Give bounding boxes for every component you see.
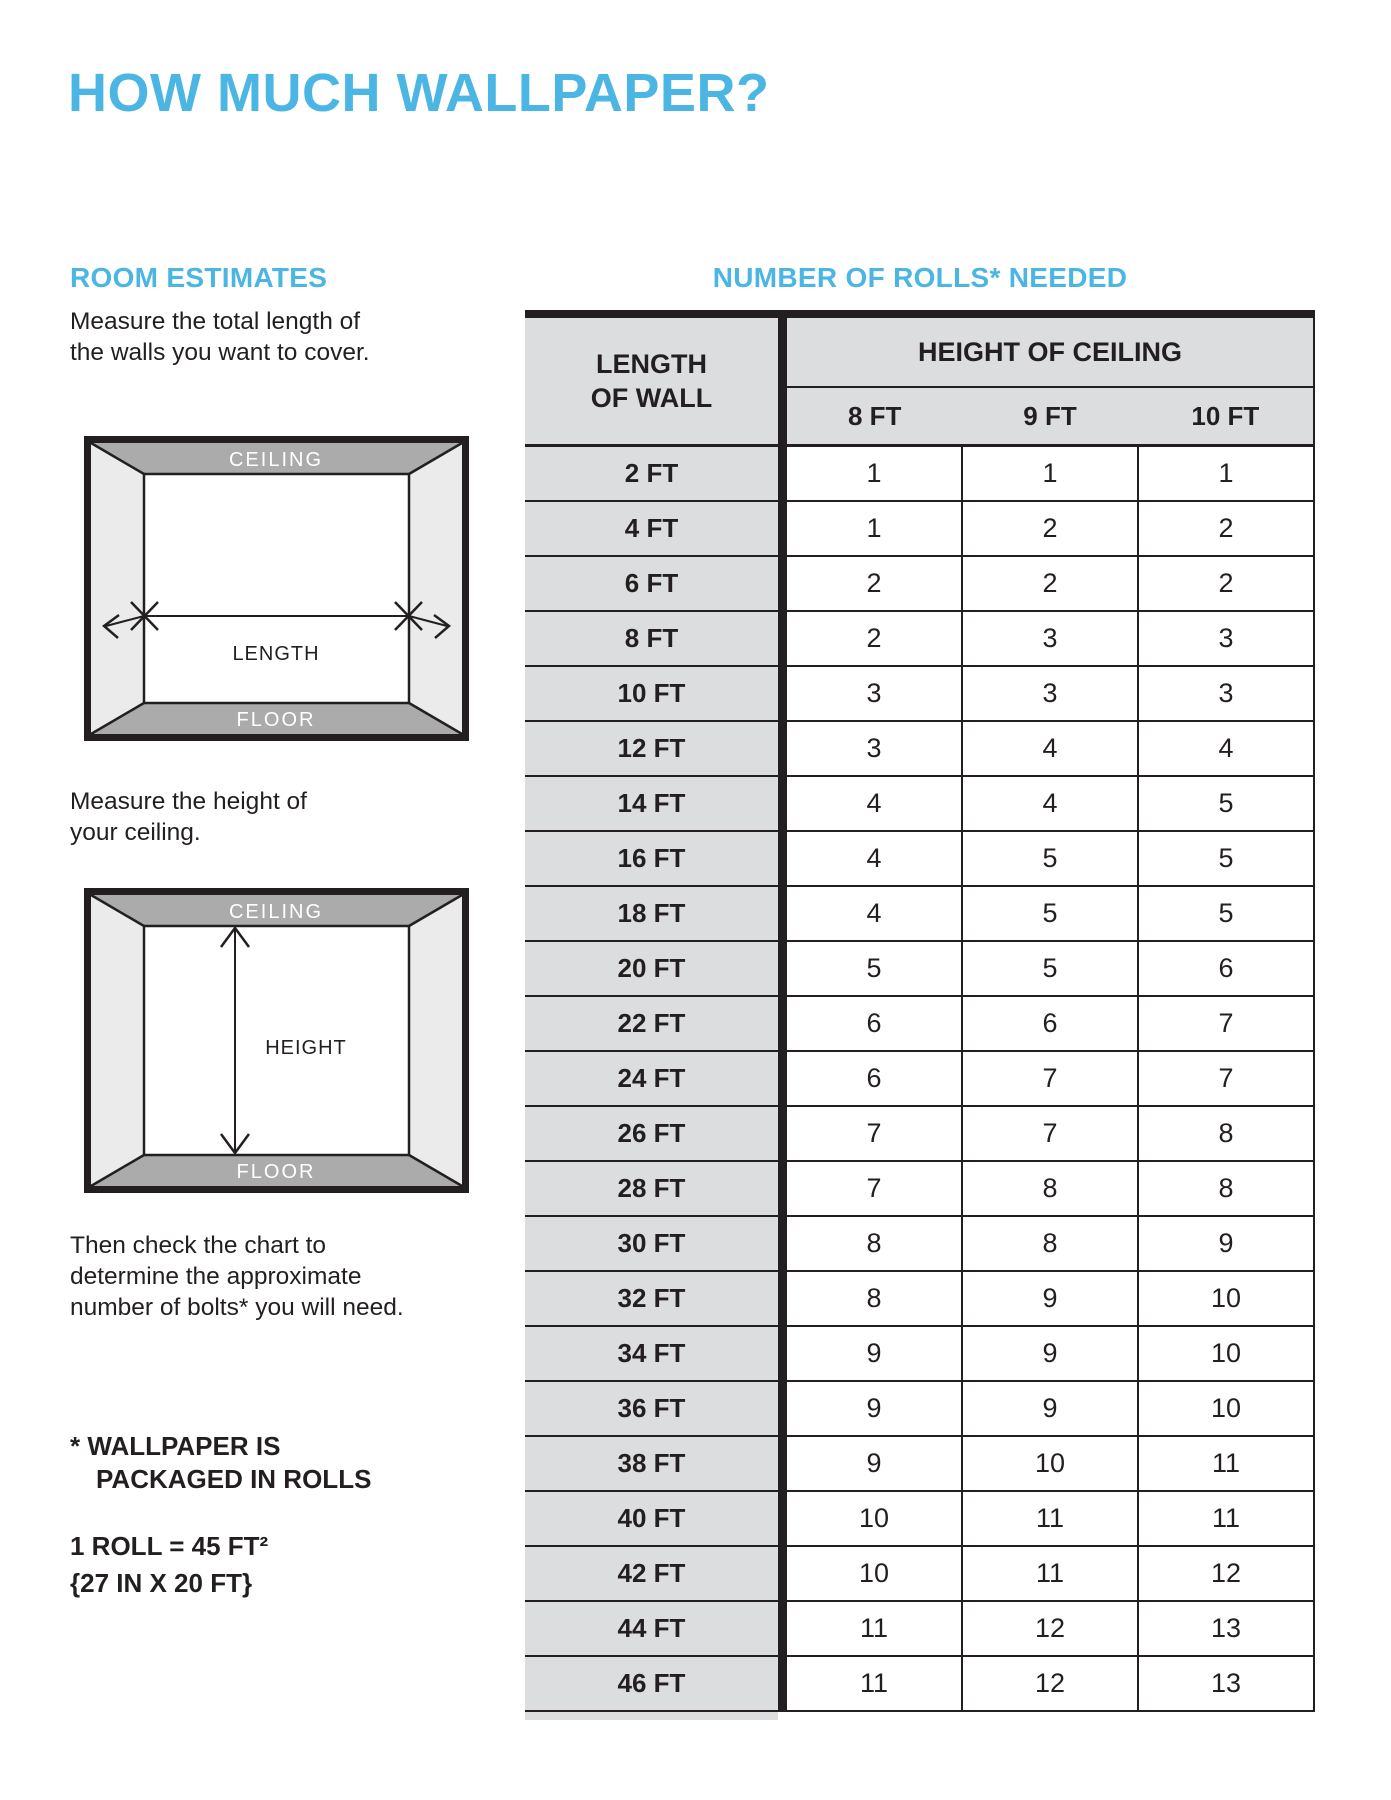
roll-count-cell: 8 xyxy=(787,1217,963,1270)
left-wall xyxy=(91,443,144,734)
roll-count-cell: 9 xyxy=(963,1327,1139,1380)
roll-count-cell: 6 xyxy=(787,1052,963,1105)
table-row xyxy=(525,832,1315,887)
row-label: 26 FT xyxy=(525,1107,778,1160)
roll-count-cell: 8 xyxy=(787,1272,963,1325)
roll-count-cell: 4 xyxy=(1139,722,1315,775)
table-top-bar xyxy=(525,310,1315,318)
length-diagram xyxy=(84,436,469,741)
roll-count-cell: 10 xyxy=(787,1547,963,1600)
row-label: 6 FT xyxy=(525,557,778,610)
row-label: 22 FT xyxy=(525,997,778,1050)
table-row xyxy=(525,1162,1315,1217)
table-row xyxy=(525,942,1315,997)
roll-count-cell: 9 xyxy=(963,1272,1139,1325)
roll-count-cell: 8 xyxy=(963,1217,1139,1270)
roll-count-cell: 5 xyxy=(1139,832,1315,885)
row-label: 20 FT xyxy=(525,942,778,995)
roll-count-cell: 8 xyxy=(1139,1107,1315,1160)
roll-size-info xyxy=(70,1528,268,1602)
height-diagram xyxy=(84,888,469,1193)
roll-count-cell: 3 xyxy=(963,667,1139,720)
table-row xyxy=(525,1382,1315,1437)
row-label: 12 FT xyxy=(525,722,778,775)
table-row xyxy=(525,722,1315,777)
col-header-10ft: 10 FT xyxy=(1191,400,1260,431)
roll-count-cell: 8 xyxy=(1139,1162,1315,1215)
table-row xyxy=(525,1052,1315,1107)
table-row xyxy=(525,777,1315,832)
roll-count-cell: 9 xyxy=(963,1382,1139,1435)
length-label: LENGTH xyxy=(232,643,320,665)
roll-count-cell: 3 xyxy=(963,612,1139,665)
measure-length-text xyxy=(70,306,490,368)
roll-count-cell: 10 xyxy=(1139,1327,1315,1380)
roll-count-cell: 9 xyxy=(787,1327,963,1380)
table-row xyxy=(525,1217,1315,1272)
roll-count-cell: 3 xyxy=(787,667,963,720)
row-label: 46 FT xyxy=(525,1657,778,1710)
table-rows xyxy=(525,447,1315,1720)
table-row xyxy=(525,667,1315,722)
right-wall xyxy=(409,895,462,1186)
row-label: 30 FT xyxy=(525,1217,778,1270)
table-row xyxy=(525,1272,1315,1327)
roll-count-cell: 6 xyxy=(963,997,1139,1050)
row-label: 2 FT xyxy=(525,447,778,500)
row-label: 8 FT xyxy=(525,612,778,665)
roll-count-cell: 2 xyxy=(1139,557,1315,610)
roll-count-cell: 11 xyxy=(963,1547,1139,1600)
roll-count-cell: 2 xyxy=(787,557,963,610)
roll-dimensions: {27 IN X 20 FT} xyxy=(70,1568,253,1598)
row-label: 38 FT xyxy=(525,1437,778,1490)
roll-count-cell: 7 xyxy=(1139,997,1315,1050)
row-label: 40 FT xyxy=(525,1492,778,1545)
rolls-footnote xyxy=(70,1430,371,1496)
roll-count-cell: 9 xyxy=(1139,1217,1315,1270)
page-title: HOW MUCH WALLPAPER? xyxy=(68,63,770,123)
table-row xyxy=(525,1437,1315,1492)
roll-count-cell: 5 xyxy=(1139,777,1315,830)
row-label: 42 FT xyxy=(525,1547,778,1600)
roll-count-cell: 10 xyxy=(1139,1272,1315,1325)
roll-count-cell: 13 xyxy=(1139,1657,1315,1710)
roll-count-cell: 5 xyxy=(963,942,1139,995)
text-line: Then check the chart to xyxy=(70,1232,327,1259)
text-line: number of bolts* you will need. xyxy=(70,1294,404,1321)
roll-count-cell: 5 xyxy=(963,887,1139,940)
table-row xyxy=(525,612,1315,667)
column-divider xyxy=(778,318,787,1712)
roll-count-cell: 7 xyxy=(787,1107,963,1160)
rolls-table xyxy=(525,310,1315,1725)
table-row xyxy=(525,887,1315,942)
table-row xyxy=(525,502,1315,557)
table-row xyxy=(525,557,1315,612)
row-label: 34 FT xyxy=(525,1327,778,1380)
roll-count-cell: 11 xyxy=(1139,1492,1315,1545)
right-wall xyxy=(409,443,462,734)
row-label: 28 FT xyxy=(525,1162,778,1215)
length-of-wall-header xyxy=(525,318,778,444)
height-label: HEIGHT xyxy=(265,1037,347,1059)
roll-count-cell: 6 xyxy=(787,997,963,1050)
table-row xyxy=(525,1547,1315,1602)
roll-count-cell: 7 xyxy=(787,1162,963,1215)
roll-count-cell: 1 xyxy=(963,447,1139,500)
floor-label: FLOOR xyxy=(236,1161,316,1183)
roll-count-cell: 4 xyxy=(963,722,1139,775)
roll-count-cell: 12 xyxy=(963,1657,1139,1710)
roll-count-cell: 8 xyxy=(963,1162,1139,1215)
roll-count-cell: 1 xyxy=(787,447,963,500)
roll-count-cell: 5 xyxy=(787,942,963,995)
table-row xyxy=(525,1492,1315,1547)
ceiling-label: CEILING xyxy=(228,449,324,471)
roll-count-cell: 3 xyxy=(1139,667,1315,720)
roll-count-cell: 2 xyxy=(1139,502,1315,555)
row-label: 18 FT xyxy=(525,887,778,940)
roll-count-cell: 7 xyxy=(1139,1052,1315,1105)
text-line: PACKAGED IN ROLLS xyxy=(96,1464,372,1494)
roll-count-cell: 10 xyxy=(1139,1382,1315,1435)
header-line: OF WALL xyxy=(590,383,713,413)
row-label: 44 FT xyxy=(525,1602,778,1655)
check-chart-text xyxy=(70,1230,490,1323)
roll-count-cell: 2 xyxy=(787,612,963,665)
row-label: 16 FT xyxy=(525,832,778,885)
roll-count-cell: 4 xyxy=(787,887,963,940)
row-label: 32 FT xyxy=(525,1272,778,1325)
roll-count-cell: 1 xyxy=(1139,447,1315,500)
height-of-ceiling-header: HEIGHT OF CEILING xyxy=(787,318,1315,388)
text-line: determine the approximate xyxy=(70,1263,362,1290)
text-line: the walls you want to cover. xyxy=(70,339,370,366)
roll-count-cell: 1 xyxy=(787,502,963,555)
table-row xyxy=(525,1657,1315,1712)
measure-height-text xyxy=(70,786,490,848)
floor-label: FLOOR xyxy=(236,709,316,731)
roll-count-cell: 5 xyxy=(1139,887,1315,940)
roll-size: 1 ROLL = 45 FT² xyxy=(70,1531,269,1561)
row-label: 14 FT xyxy=(525,777,778,830)
row-label: 10 FT xyxy=(525,667,778,720)
roll-count-cell: 11 xyxy=(787,1602,963,1655)
text-line: Measure the height of xyxy=(70,788,307,815)
roll-count-cell: 12 xyxy=(963,1602,1139,1655)
roll-count-cell: 11 xyxy=(1139,1437,1315,1490)
roll-count-cell: 9 xyxy=(787,1382,963,1435)
text-line: Measure the total length of xyxy=(70,308,361,335)
row-label: 24 FT xyxy=(525,1052,778,1105)
roll-count-cell: 11 xyxy=(787,1657,963,1710)
roll-count-cell: 7 xyxy=(963,1107,1139,1160)
table-row xyxy=(525,1602,1315,1657)
room-estimates-heading: ROOM ESTIMATES xyxy=(70,262,328,293)
row-label: 36 FT xyxy=(525,1382,778,1435)
col-header-9ft: 9 FT xyxy=(1023,400,1077,431)
back-wall xyxy=(144,474,409,703)
roll-count-cell: 3 xyxy=(1139,612,1315,665)
roll-count-cell: 5 xyxy=(963,832,1139,885)
ceiling-height-subheader xyxy=(787,388,1315,444)
roll-count-cell: 12 xyxy=(1139,1547,1315,1600)
roll-count-cell: 2 xyxy=(963,502,1139,555)
table-row xyxy=(525,1107,1315,1162)
table-row xyxy=(525,997,1315,1052)
roll-count-cell: 11 xyxy=(963,1492,1139,1545)
col-header-8ft: 8 FT xyxy=(847,400,902,431)
roll-count-cell: 7 xyxy=(963,1052,1139,1105)
roll-count-cell: 10 xyxy=(787,1492,963,1545)
row-label: 4 FT xyxy=(525,502,778,555)
rolls-needed-heading: NUMBER OF ROLLS* NEEDED xyxy=(712,262,1128,293)
roll-count-cell: 9 xyxy=(787,1437,963,1490)
label-column-stub xyxy=(525,1712,778,1720)
roll-count-cell: 4 xyxy=(963,777,1139,830)
table-row xyxy=(525,447,1315,502)
header-line: LENGTH xyxy=(596,349,707,379)
roll-count-cell: 4 xyxy=(787,777,963,830)
table-row xyxy=(525,1327,1315,1382)
text-line: * WALLPAPER IS xyxy=(70,1431,281,1461)
left-wall xyxy=(91,895,144,1186)
roll-count-cell: 6 xyxy=(1139,942,1315,995)
roll-count-cell: 13 xyxy=(1139,1602,1315,1655)
roll-count-cell: 2 xyxy=(963,557,1139,610)
roll-count-cell: 4 xyxy=(787,832,963,885)
roll-count-cell: 10 xyxy=(963,1437,1139,1490)
ceiling-label: CEILING xyxy=(228,901,324,923)
text-line: your ceiling. xyxy=(70,819,201,846)
roll-count-cell: 3 xyxy=(787,722,963,775)
